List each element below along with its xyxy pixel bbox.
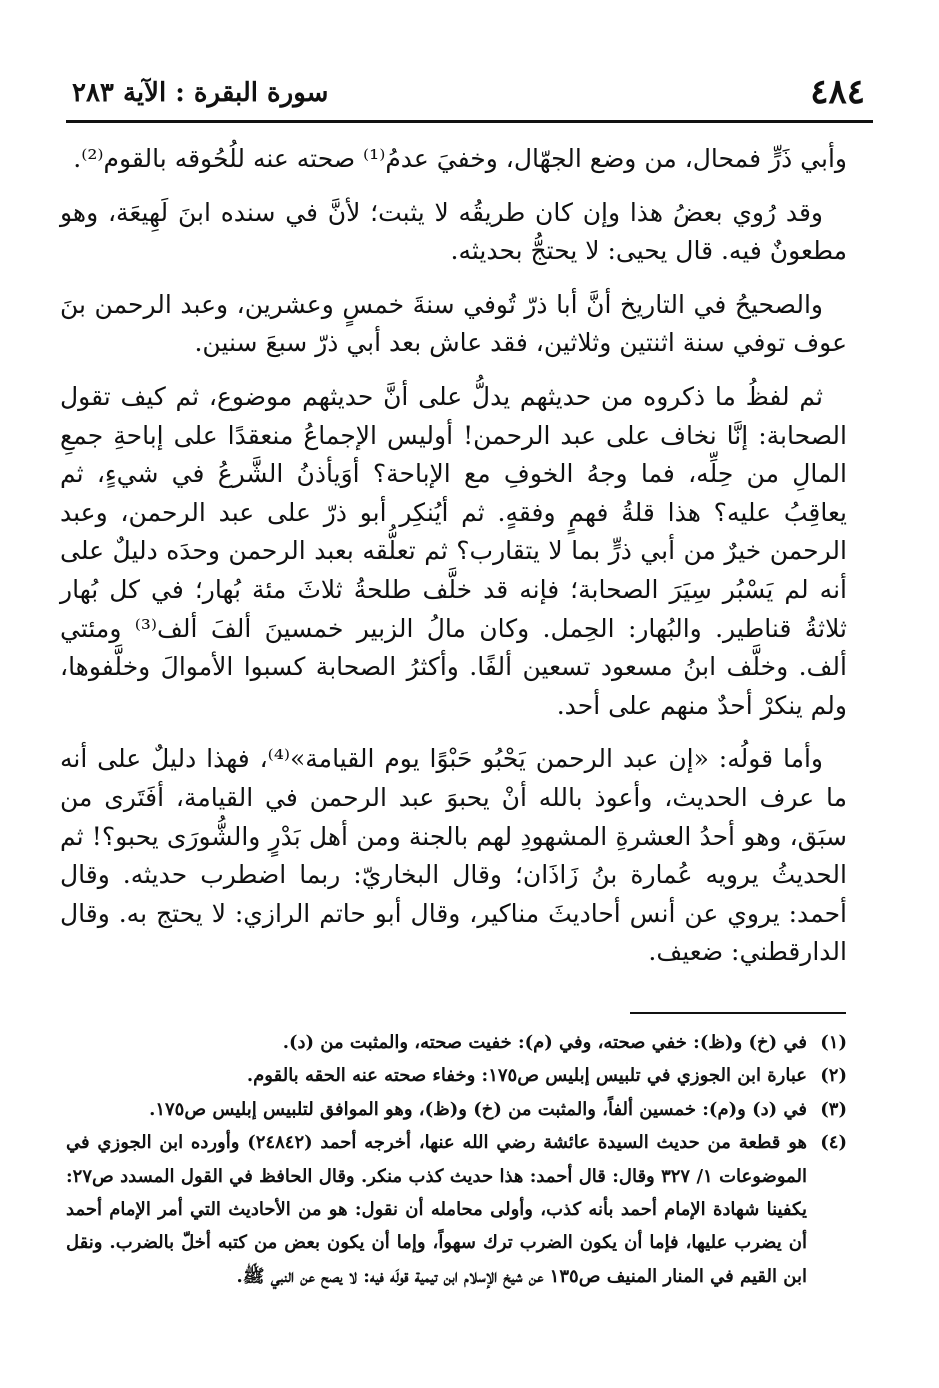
footnote-text: عبارة ابن الجوزي في تلبيس إبليس ص١٧٥: وخفاء صحته عنه الحقه بالقوم. bbox=[246, 1065, 807, 1087]
footnote-number: (٢) bbox=[820, 1065, 847, 1087]
footnote bbox=[66, 1026, 847, 1059]
page-header bbox=[66, 70, 873, 123]
page-number: ٤٨٤ bbox=[810, 72, 865, 112]
paragraph: وأما قولُه: «إن عبد الرحمن يَحْبُو حَبْوًا يوم القيامة»⁽⁴⁾، فهذا دليلٌ على أنه ما عرف الحديث، وأعوذ بالله أنْ يحبوَ عبد الرحمن في القيامة، أفَتَرى من سبَق، وهو أحدُ العشرةِ المشهودِ لهم بالجنة ومن أهل بَدْرٍ والشُّورَى يحبو؟! ثم الحديثُ يرويه عُمارة بنُ زَاذَان؛ وقال البخاريّ: ربما اضطرب حديثه. وقال أحمد: يروي عن أنس أحاديثَ مناكير، وقال أبو حاتم الرازي: لا يحتج به. وقال الدارقطني: ضعيف. bbox=[60, 744, 847, 967]
footnote-text: في (د) و(م): خمسين ألفاً، والمثبت من (خ) و(ظ)، وهو الموافق لتلبيس إبليس ص١٧٥. bbox=[149, 1098, 807, 1120]
paragraph: ثم لفظُ ما ذكروه من حديثهم يدلُّ على أنَّ حديثهم موضوع، ثم كيف تقول الصحابة: إنَّا نخاف على عبد الرحمن! أوليس الإجماعُ منعقدًا على إباحةِ جمعِ المالِ من حِلِّه، فما وجهُ الخوفِ مع الإباحة؟ أوَيأذنُ الشَّرعُ في شيءٍ، ثم يعاقِبُ عليه؟ هذا قلةُ فهمٍ وفقهٍ. ثم أيُنكِر أبو ذرّ على عبد الرحمن، وعبد الرحمن خيرٌ من أبي ذرٍّ بما لا يتقارب؟ ثم تعلُّقه بعبد الرحمن وحدَه دليلٌ على أنه لم يَسْبُر سِيَرَ الصحابة؛ فإنه قد خلَّف طلحةُ ثلاثَ مئة بُهار؛ في كل بُهار ثلاثةُ قناطير. والبُهار: الحِمل. وكان مالُ الزبير خمسينَ ألفَ ألف⁽³⁾ ومئتي ألف. وخلَّف ابنُ مسعود تسعين ألفًا. وأكثرُ الصحابة كسبوا الأموالَ وخلَّفوها، ولم ينكرْ أحدٌ منهم على أحد. bbox=[60, 381, 847, 720]
main-text bbox=[60, 140, 847, 987]
paragraph: وقد رُوي بعضُ هذا وإن كان طريقُه لا يثبت؛ لأنَّ في سنده ابنَ لَهِيعَة، وهو مطعونٌ فيه. قال يحيى: لا يحتجُّ بحديثه. bbox=[60, 197, 847, 266]
footnote-number: (٤) bbox=[820, 1132, 847, 1154]
footnote-number: (١) bbox=[820, 1032, 847, 1053]
footnote-divider bbox=[630, 1012, 846, 1014]
footnote bbox=[66, 1059, 847, 1092]
footnote-number: (٣) bbox=[820, 1098, 847, 1120]
footnote-text: في (خ) و(ظ): خفي صحته، وفي (م): خفيت صحته، والمثبت من (د). bbox=[282, 1032, 807, 1053]
running-title: سورة البقرة : الآية ٢٨٣ bbox=[72, 78, 329, 108]
footnote-text: هو قطعة من حديث السيدة عائشة رضي الله عنها، أخرجه أحمد (٢٤٨٤٢) وأورده ابن الجوزي في الموضوعات ١/ ٣٢٧ وقال: قال أحمد: هذا حديث كذب منكر. وقال الحافظ في القول المسدد ص٢٧: يكفينا شهادة الإمام أحمد بأنه كذب، وأولى محامله أن نقول: هو من الأحاديث التي أمر الإمام أحمد أن يضرب عليها، فإما أن يكون الضرب ترك سهواً، وإما أن يكون بعض من كتبه أخلّ بالضرب. ونقل ابن القيم في المنار المنيف ص١٣٥ عن شيخ الإسلام ابن تيمية قولَه فيه: لا يصح عن النبي ﷺ. bbox=[66, 1132, 808, 1287]
paragraph: وأبي ذَرٍّ فمحال، من وضع الجهّال، وخفيَ عدمُ⁽¹⁾ صحته عنه للُحُوقه بالقوم⁽²⁾. bbox=[73, 144, 847, 173]
footnote bbox=[66, 1126, 847, 1293]
footnotes bbox=[66, 1026, 847, 1293]
footnote bbox=[66, 1093, 847, 1126]
paragraph: والصحيحُ في التاريخ أنَّ أبا ذرّ تُوفي سنةَ خمسٍ وعشرين، وعبد الرحمن بنَ عوف توفي سنة اثنتين وثلاثين، فقد عاش بعد أبي ذرّ سبعَ سنين. bbox=[60, 289, 847, 358]
